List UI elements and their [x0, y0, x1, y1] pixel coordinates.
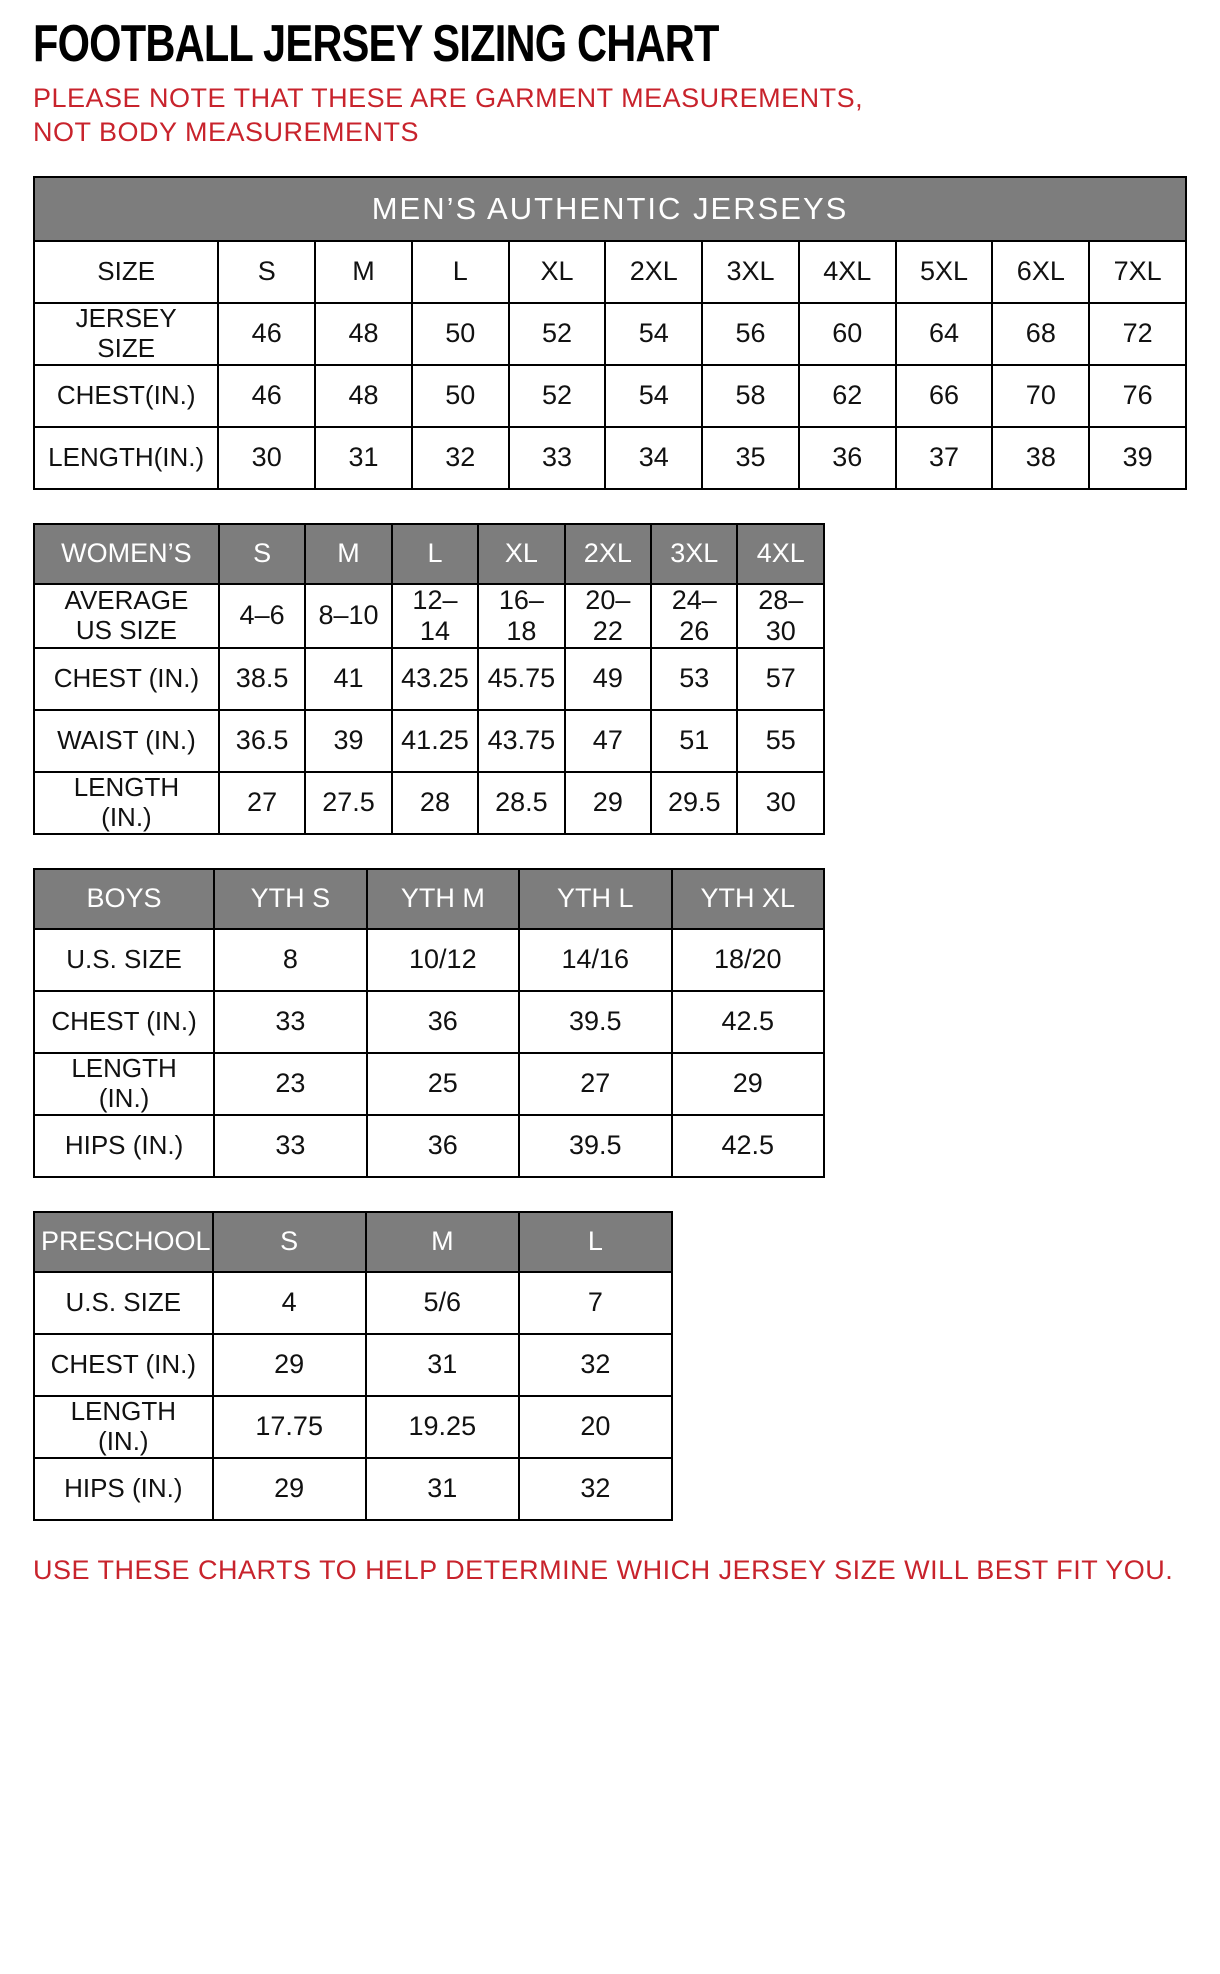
value-cell: 3XL: [702, 241, 799, 303]
value-cell: 32: [412, 427, 509, 489]
value-cell: 27: [219, 772, 305, 834]
value-cell: 48: [315, 303, 412, 365]
value-cell: 2XL: [605, 241, 702, 303]
value-cell: 34: [605, 427, 702, 489]
value-cell: 7: [519, 1272, 672, 1334]
value-cell: 25: [367, 1053, 519, 1115]
value-cell: 29.5: [651, 772, 737, 834]
value-cell: 5/6: [366, 1272, 519, 1334]
value-cell: 4–6: [219, 584, 305, 648]
value-cell: 62: [799, 365, 896, 427]
value-cell: 33: [214, 1115, 366, 1177]
value-cell: 32: [519, 1334, 672, 1396]
table-header-row: [34, 524, 824, 584]
table-corner-header: BOYS: [34, 869, 214, 929]
column-header: YTH S: [214, 869, 366, 929]
column-header: L: [519, 1212, 672, 1272]
value-cell: 43.25: [392, 648, 478, 710]
value-cell: XL: [509, 241, 606, 303]
value-cell: 35: [702, 427, 799, 489]
row-label-cell: LENGTH (IN.): [34, 1053, 214, 1115]
boys-grid: [33, 868, 825, 1178]
value-cell: 39.5: [519, 991, 671, 1053]
value-cell: S: [218, 241, 315, 303]
value-cell: 14/16: [519, 929, 671, 991]
table-row: [34, 1334, 672, 1396]
value-cell: 42.5: [672, 991, 824, 1053]
value-cell: 8–10: [305, 584, 391, 648]
row-label-cell: U.S. SIZE: [34, 1272, 213, 1334]
value-cell: 29: [565, 772, 651, 834]
womens-grid: [33, 523, 825, 835]
row-label-cell: HIPS (IN.): [34, 1115, 214, 1177]
value-cell: 24–26: [651, 584, 737, 648]
value-cell: 37: [896, 427, 993, 489]
value-cell: 29: [213, 1334, 366, 1396]
column-header: M: [366, 1212, 519, 1272]
table-row: [34, 929, 824, 991]
value-cell: 72: [1089, 303, 1186, 365]
value-cell: 50: [412, 365, 509, 427]
column-header: M: [305, 524, 391, 584]
table-banner: MEN’S AUTHENTIC JERSEYS: [34, 177, 1186, 241]
value-cell: 28: [392, 772, 478, 834]
table-corner-header: PRESCHOOL: [34, 1212, 213, 1272]
value-cell: 55: [737, 710, 824, 772]
value-cell: 66: [896, 365, 993, 427]
value-cell: 45.75: [478, 648, 564, 710]
value-cell: 29: [672, 1053, 824, 1115]
table-corner-header: WOMEN’S: [34, 524, 219, 584]
value-cell: 28–30: [737, 584, 824, 648]
boys-sizing-table: [33, 868, 1187, 1178]
value-cell: 16–18: [478, 584, 564, 648]
table-row: [34, 710, 824, 772]
column-header: YTH L: [519, 869, 671, 929]
garment-measurements-note: PLEASE NOTE THAT THESE ARE GARMENT MEASUREMENTS, NOT BODY MEASUREMENTS: [33, 83, 864, 147]
row-label-cell: LENGTH (IN.): [34, 772, 219, 834]
value-cell: 31: [315, 427, 412, 489]
mens-authentic-jerseys-table: [33, 176, 1187, 490]
value-cell: 20: [519, 1396, 672, 1458]
value-cell: 33: [509, 427, 606, 489]
column-header: S: [219, 524, 305, 584]
value-cell: 36: [367, 991, 519, 1053]
value-cell: L: [412, 241, 509, 303]
value-cell: 5XL: [896, 241, 993, 303]
value-cell: 51: [651, 710, 737, 772]
value-cell: 36: [799, 427, 896, 489]
row-label-cell: JERSEY SIZE: [34, 303, 218, 365]
table-row: [34, 584, 824, 648]
column-header: YTH XL: [672, 869, 824, 929]
value-cell: 17.75: [213, 1396, 366, 1458]
value-cell: 4XL: [799, 241, 896, 303]
table-row: [34, 648, 824, 710]
value-cell: 47: [565, 710, 651, 772]
row-label-cell: CHEST (IN.): [34, 648, 219, 710]
value-cell: 7XL: [1089, 241, 1186, 303]
value-cell: 28.5: [478, 772, 564, 834]
value-cell: 43.75: [478, 710, 564, 772]
row-label-cell: SIZE: [34, 241, 218, 303]
value-cell: 6XL: [992, 241, 1089, 303]
value-cell: 54: [605, 303, 702, 365]
value-cell: 50: [412, 303, 509, 365]
page-title: FOOTBALL JERSEY SIZING CHART: [33, 15, 719, 73]
table-row: [34, 365, 1186, 427]
table-row: [34, 427, 1186, 489]
table-row: [34, 1053, 824, 1115]
value-cell: 18/20: [672, 929, 824, 991]
row-label-cell: LENGTH(IN.): [34, 427, 218, 489]
value-cell: 52: [509, 303, 606, 365]
value-cell: 53: [651, 648, 737, 710]
value-cell: 30: [737, 772, 824, 834]
preschool-sizing-table: [33, 1211, 1187, 1521]
table-banner-row: [34, 177, 1186, 241]
value-cell: 38: [992, 427, 1089, 489]
best-fit-note: USE THESE CHARTS TO HELP DETERMINE WHICH JERSEY SIZE WILL BEST FIT YOU.: [33, 1554, 1174, 1585]
row-label-cell: LENGTH (IN.): [34, 1396, 213, 1458]
value-cell: 36.5: [219, 710, 305, 772]
table-row: [34, 1272, 672, 1334]
value-cell: 49: [565, 648, 651, 710]
row-label-cell: U.S. SIZE: [34, 929, 214, 991]
value-cell: M: [315, 241, 412, 303]
value-cell: 68: [992, 303, 1089, 365]
table-row: [34, 241, 1186, 303]
value-cell: 41.25: [392, 710, 478, 772]
value-cell: 19.25: [366, 1396, 519, 1458]
value-cell: 46: [218, 303, 315, 365]
value-cell: 31: [366, 1334, 519, 1396]
value-cell: 27.5: [305, 772, 391, 834]
row-label-cell: WAIST (IN.): [34, 710, 219, 772]
table-row: [34, 1458, 672, 1520]
column-header: YTH M: [367, 869, 519, 929]
column-header: 3XL: [651, 524, 737, 584]
row-label-cell: AVERAGE US SIZE: [34, 584, 219, 648]
mens-authentic-jerseys-grid: [33, 176, 1187, 490]
column-header: 4XL: [737, 524, 824, 584]
value-cell: 58: [702, 365, 799, 427]
value-cell: 38.5: [219, 648, 305, 710]
column-header: XL: [478, 524, 564, 584]
value-cell: 4: [213, 1272, 366, 1334]
value-cell: 8: [214, 929, 366, 991]
value-cell: 54: [605, 365, 702, 427]
column-header: 2XL: [565, 524, 651, 584]
value-cell: 20–22: [565, 584, 651, 648]
value-cell: 31: [366, 1458, 519, 1520]
value-cell: 76: [1089, 365, 1186, 427]
value-cell: 52: [509, 365, 606, 427]
value-cell: 56: [702, 303, 799, 365]
value-cell: 46: [218, 365, 315, 427]
value-cell: 64: [896, 303, 993, 365]
value-cell: 12–14: [392, 584, 478, 648]
value-cell: 41: [305, 648, 391, 710]
value-cell: 60: [799, 303, 896, 365]
value-cell: 10/12: [367, 929, 519, 991]
value-cell: 33: [214, 991, 366, 1053]
table-header-row: [34, 1212, 672, 1272]
table-row: [34, 991, 824, 1053]
value-cell: 30: [218, 427, 315, 489]
value-cell: 29: [213, 1458, 366, 1520]
value-cell: 57: [737, 648, 824, 710]
value-cell: 39.5: [519, 1115, 671, 1177]
row-label-cell: CHEST(IN.): [34, 365, 218, 427]
row-label-cell: HIPS (IN.): [34, 1458, 213, 1520]
row-label-cell: CHEST (IN.): [34, 1334, 213, 1396]
value-cell: 39: [305, 710, 391, 772]
womens-sizing-table: [33, 523, 1187, 835]
value-cell: 48: [315, 365, 412, 427]
table-row: [34, 772, 824, 834]
row-label-cell: CHEST (IN.): [34, 991, 214, 1053]
value-cell: 39: [1089, 427, 1186, 489]
table-row: [34, 303, 1186, 365]
table-header-row: [34, 869, 824, 929]
value-cell: 70: [992, 365, 1089, 427]
value-cell: 27: [519, 1053, 671, 1115]
value-cell: 32: [519, 1458, 672, 1520]
table-row: [34, 1115, 824, 1177]
column-header: L: [392, 524, 478, 584]
preschool-grid: [33, 1211, 673, 1521]
column-header: S: [213, 1212, 366, 1272]
value-cell: 42.5: [672, 1115, 824, 1177]
table-row: [34, 1396, 672, 1458]
value-cell: 36: [367, 1115, 519, 1177]
value-cell: 23: [214, 1053, 366, 1115]
